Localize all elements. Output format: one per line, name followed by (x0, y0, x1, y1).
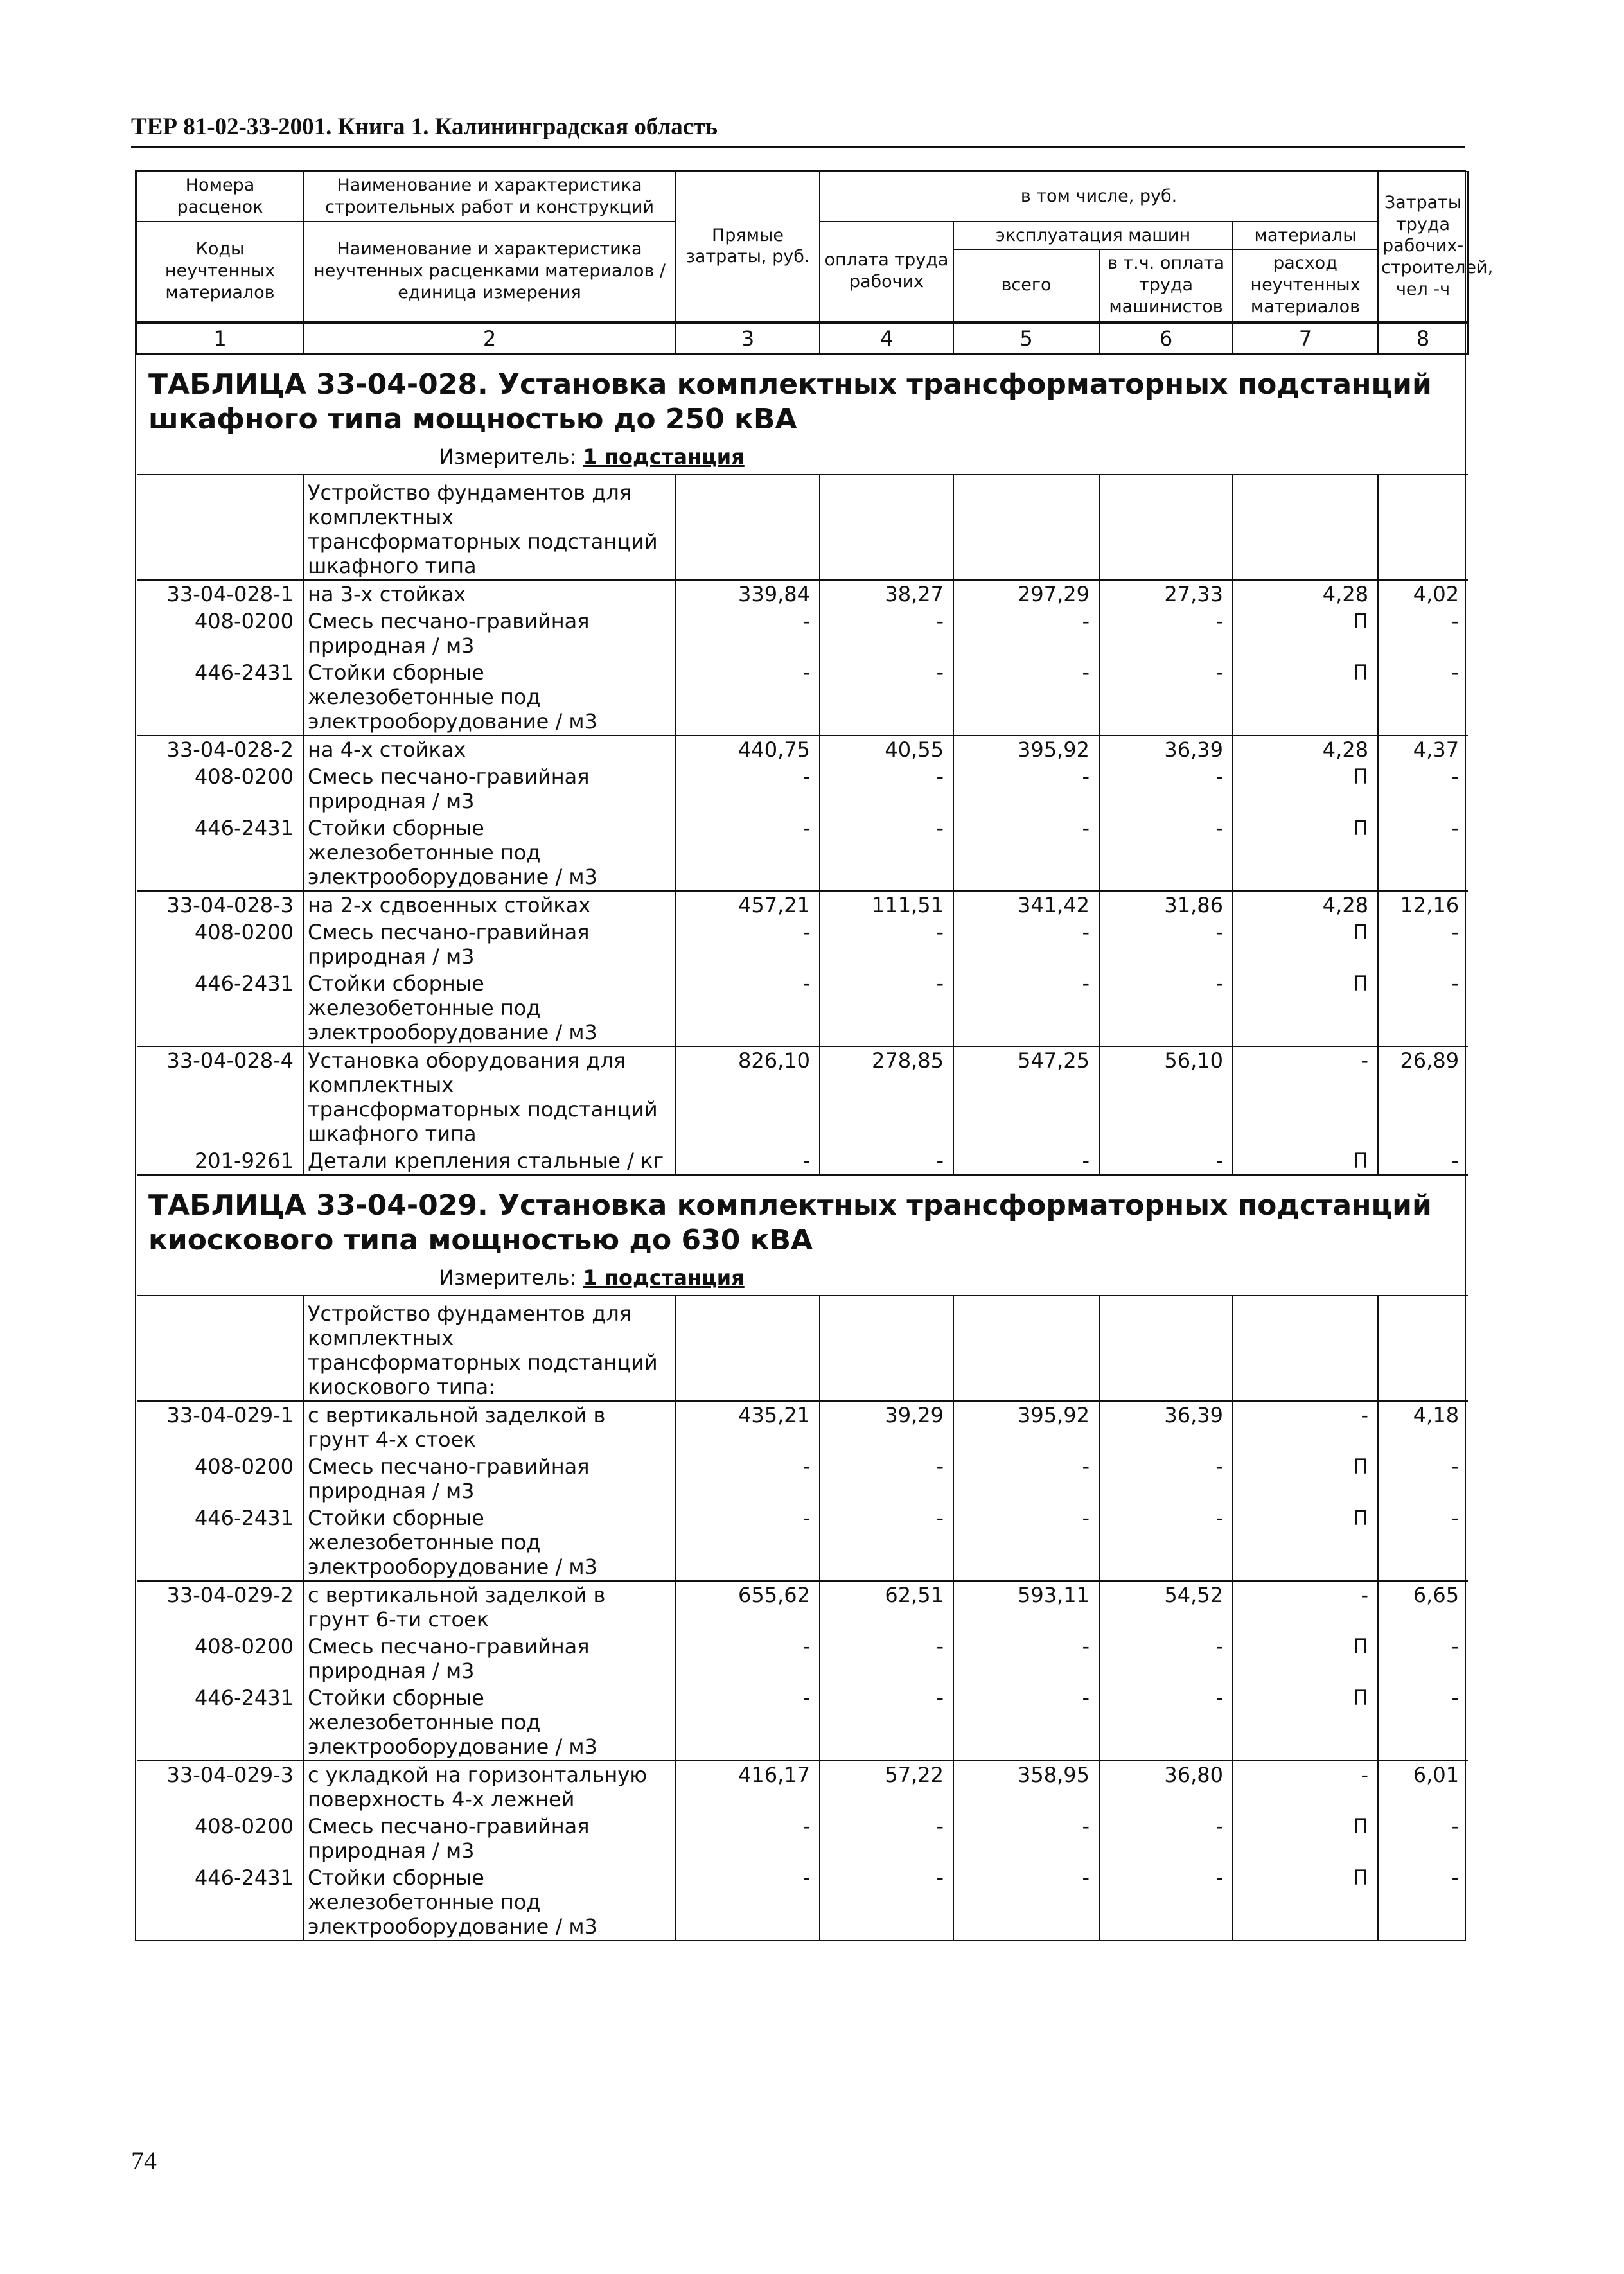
rate-name: с вертикальной заделкой в грунт 4-х стоек (303, 1401, 676, 1453)
material-consumption: П (1233, 659, 1378, 736)
machinist-pay: 31,86 (1099, 891, 1233, 919)
machines-total: 547,25 (953, 1046, 1099, 1147)
labor-costs: - (1451, 608, 1460, 633)
direct-costs: - (676, 1813, 820, 1864)
direct-costs: 826,10 (676, 1046, 820, 1147)
labor-costs: 26,89 (1378, 1046, 1468, 1147)
rate-row (137, 1046, 1468, 1147)
material-row (137, 1813, 1468, 1864)
worker-pay: - (820, 970, 953, 1046)
rate-code: 408-0200 (137, 1813, 303, 1864)
material-consumption: П (1233, 1504, 1378, 1581)
header-direct-costs: Прямые затраты, руб. (676, 172, 820, 322)
material-row (137, 970, 1468, 1046)
material-consumption: П (1233, 1813, 1378, 1864)
machinist-pay: - (1099, 1633, 1233, 1684)
worker-pay: - (820, 1684, 953, 1761)
direct-costs: - (676, 763, 820, 815)
machinist-pay: - (1099, 1813, 1233, 1864)
rate-name: Стойки сборные железобетонные под электрооборудование / м3 (303, 815, 676, 891)
machinist-pay: - (1099, 919, 1233, 970)
machinist-pay: - (1099, 1147, 1233, 1175)
column-number: 5 (953, 322, 1099, 354)
measure-label: Измеритель: (439, 1265, 577, 1290)
worker-pay: - (820, 815, 953, 891)
material-consumption: П (1233, 1453, 1378, 1504)
material-consumption: П (1233, 763, 1378, 815)
material-consumption: 4,28 (1233, 580, 1378, 608)
rate-name: Стойки сборные железобетонные под электрооборудование / м3 (303, 659, 676, 736)
rate-name: на 2-х сдвоенных стойках (303, 891, 676, 919)
labor-costs: - (1451, 1148, 1460, 1173)
direct-costs: 457,21 (676, 891, 820, 919)
direct-costs: 339,84 (676, 580, 820, 608)
machinist-pay: 36,39 (1099, 1401, 1233, 1453)
column-numbers-row (137, 322, 1468, 354)
worker-pay: - (820, 608, 953, 659)
machinist-pay: - (1099, 763, 1233, 815)
rate-code: 446-2431 (137, 1504, 303, 1581)
worker-pay: 62,51 (820, 1581, 953, 1633)
material-consumption: П (1233, 608, 1378, 659)
direct-costs: - (676, 919, 820, 970)
measure-row (137, 442, 1468, 475)
direct-costs: - (676, 1864, 820, 1940)
rate-code: 33-04-029-1 (137, 1401, 303, 1453)
machines-total: 297,29 (953, 580, 1099, 608)
machines-total: 395,92 (953, 736, 1099, 763)
material-consumption (1233, 1296, 1378, 1401)
rate-name: Стойки сборные железобетонные под электрооборудование / м3 (303, 1684, 676, 1761)
header-material-codes: Коды неучтенных материалов (137, 222, 303, 322)
rate-name: Установка оборудования для комплектных трансформаторных подстанций шкафного типа (303, 1046, 676, 1147)
labor-costs: - (1451, 1685, 1460, 1710)
material-row (137, 1504, 1468, 1581)
labor-costs: - (1451, 1634, 1460, 1659)
direct-costs: - (676, 815, 820, 891)
page-number: 74 (131, 2146, 157, 2175)
machines-total: - (953, 1633, 1099, 1684)
rate-code: 446-2431 (137, 970, 303, 1046)
rate-code (137, 475, 303, 580)
material-row (137, 1684, 1468, 1761)
direct-costs: - (676, 1633, 820, 1684)
section-intro-row (137, 475, 1468, 580)
labor-costs (1378, 1296, 1468, 1401)
material-row (137, 763, 1468, 815)
rate-code: 446-2431 (137, 1864, 303, 1940)
worker-pay: - (820, 1813, 953, 1864)
material-row (137, 815, 1468, 891)
rate-code: 446-2431 (137, 815, 303, 891)
section-intro: Устройство фундаментов для комплектных трансформаторных подстанций шкафного типа (303, 475, 676, 580)
section-title-row (137, 354, 1468, 442)
labor-costs: 6,65 (1378, 1581, 1468, 1633)
worker-pay: 40,55 (820, 736, 953, 763)
direct-costs: - (676, 1684, 820, 1761)
material-row (137, 1864, 1468, 1940)
rate-code: 33-04-029-3 (137, 1761, 303, 1813)
rate-row (137, 891, 1468, 919)
rate-code: 408-0200 (137, 608, 303, 659)
direct-costs: - (676, 659, 820, 736)
material-consumption: П (1233, 970, 1378, 1046)
rate-code: 33-04-028-4 (137, 1046, 303, 1147)
material-consumption: - (1233, 1581, 1378, 1633)
material-row (137, 608, 1468, 659)
machinist-pay: 54,52 (1099, 1581, 1233, 1633)
machines-total: - (953, 1147, 1099, 1175)
machinist-pay: - (1099, 608, 1233, 659)
material-consumption: П (1233, 1633, 1378, 1684)
worker-pay: - (820, 1504, 953, 1581)
rate-code: 408-0200 (137, 1633, 303, 1684)
section-title: ТАБЛИЦА 33-04-028. Установка комплектных трансформаторных подстанций шкафного типа мощностью до 250 кВА (137, 354, 1468, 442)
rate-code: 33-04-028-2 (137, 736, 303, 763)
machines-total: - (953, 1864, 1099, 1940)
material-consumption: - (1233, 1046, 1378, 1147)
material-consumption: П (1233, 1147, 1378, 1175)
worker-pay: 38,27 (820, 580, 953, 608)
header-materials: материалы (1233, 222, 1378, 250)
rate-code: 33-04-029-2 (137, 1581, 303, 1633)
machines-total: - (953, 970, 1099, 1046)
labor-costs: 12,16 (1378, 891, 1468, 919)
material-consumption: - (1233, 1401, 1378, 1453)
measure-value: 1 подстанция (583, 444, 745, 469)
section-title: ТАБЛИЦА 33-04-029. Установка комплектных трансформаторных подстанций киоскового типа мощностью до 630 кВА (137, 1175, 1468, 1263)
machines-total: - (953, 763, 1099, 815)
machines-total: - (953, 659, 1099, 736)
material-consumption: П (1233, 1864, 1378, 1940)
header-material-consumption: расход неучтенных материалов (1233, 249, 1378, 322)
rate-name: Детали крепления стальные / кг (303, 1147, 676, 1175)
labor-costs: - (1451, 764, 1460, 789)
worker-pay: - (820, 919, 953, 970)
labor-costs: - (1451, 1813, 1460, 1838)
labor-costs: - (1451, 1865, 1460, 1890)
direct-costs: - (676, 1504, 820, 1581)
rate-code: 201-9261 (137, 1147, 303, 1175)
table-header (137, 172, 1494, 354)
column-number: 4 (820, 322, 953, 354)
material-row (137, 1147, 1468, 1175)
labor-costs: - (1451, 1454, 1460, 1479)
column-number: 8 (1378, 322, 1468, 354)
section-intro-row (137, 1296, 1468, 1401)
header-rate-numbers: Номера расценок (137, 172, 303, 222)
column-number: 3 (676, 322, 820, 354)
rate-code: 446-2431 (137, 1684, 303, 1761)
machines-total: 358,95 (953, 1761, 1099, 1813)
labor-costs: 4,37 (1378, 736, 1468, 763)
rates-table (136, 171, 1494, 1940)
worker-pay (820, 1296, 953, 1401)
header-worker-pay: оплата труда рабочих (820, 222, 953, 322)
worker-pay (820, 475, 953, 580)
column-number: 2 (303, 322, 676, 354)
worker-pay: - (820, 1453, 953, 1504)
machinist-pay: 36,80 (1099, 1761, 1233, 1813)
header-machines: эксплуатация машин (953, 222, 1233, 250)
rate-row (137, 1401, 1468, 1453)
rate-name: с вертикальной заделкой в грунт 6-ти стоек (303, 1581, 676, 1633)
section-title-row (137, 1175, 1468, 1263)
labor-costs: 6,01 (1378, 1761, 1468, 1813)
header-including-group: в том числе, руб. (820, 172, 1378, 222)
machinist-pay: - (1099, 659, 1233, 736)
measure-cell (137, 442, 1468, 475)
machines-total: 593,11 (953, 1581, 1099, 1633)
rate-name: Смесь песчано-гравийная природная / м3 (303, 1633, 676, 1684)
machinist-pay: - (1099, 1504, 1233, 1581)
labor-costs: - (1451, 919, 1460, 944)
worker-pay: 278,85 (820, 1046, 953, 1147)
machines-total: - (953, 1813, 1099, 1864)
worker-pay: - (820, 1633, 953, 1684)
rate-code: 408-0200 (137, 919, 303, 970)
rate-name: Стойки сборные железобетонные под электрооборудование / м3 (303, 1864, 676, 1940)
material-row (137, 659, 1468, 736)
labor-costs: - (1451, 660, 1460, 685)
measure-cell (137, 1263, 1468, 1296)
machinist-pay: - (1099, 1453, 1233, 1504)
material-consumption: П (1233, 815, 1378, 891)
direct-costs (676, 1296, 820, 1401)
material-consumption: - (1233, 1761, 1378, 1813)
header-work-name: Наименование и характеристика строительных работ и конструкций (303, 172, 676, 222)
rate-code: 33-04-028-3 (137, 891, 303, 919)
rate-row (137, 1581, 1468, 1633)
labor-costs: - (1451, 815, 1460, 840)
rate-row (137, 736, 1468, 763)
worker-pay: 57,22 (820, 1761, 953, 1813)
direct-costs: - (676, 1453, 820, 1504)
machinist-pay: 56,10 (1099, 1046, 1233, 1147)
section-intro: Устройство фундаментов для комплектных трансформаторных подстанций киоскового типа: (303, 1296, 676, 1401)
column-number: 6 (1099, 322, 1233, 354)
rate-name: Смесь песчано-гравийная природная / м3 (303, 608, 676, 659)
direct-costs: - (676, 970, 820, 1046)
material-consumption: 4,28 (1233, 736, 1378, 763)
worker-pay: - (820, 763, 953, 815)
column-number: 7 (1233, 322, 1378, 354)
machinist-pay: - (1099, 1684, 1233, 1761)
machines-total (953, 1296, 1099, 1401)
labor-costs: - (1451, 971, 1460, 996)
machines-total: 395,92 (953, 1401, 1099, 1453)
rate-row (137, 580, 1468, 608)
rate-code: 408-0200 (137, 763, 303, 815)
worker-pay: 39,29 (820, 1401, 953, 1453)
rate-name: Смесь песчано-гравийная природная / м3 (303, 763, 676, 815)
machinist-pay: 36,39 (1099, 736, 1233, 763)
measure-row (137, 1263, 1468, 1296)
material-row (137, 919, 1468, 970)
labor-costs (1378, 475, 1468, 580)
rate-code (137, 1296, 303, 1401)
machines-total: 341,42 (953, 891, 1099, 919)
direct-costs: - (676, 608, 820, 659)
rates-table-container (135, 170, 1494, 1941)
measure-value: 1 подстанция (583, 1265, 745, 1290)
measure-label: Измеритель: (439, 444, 577, 469)
direct-costs: 435,21 (676, 1401, 820, 1453)
machinist-pay (1099, 1296, 1233, 1401)
table-body (137, 354, 1468, 1940)
machinist-pay: - (1099, 1864, 1233, 1940)
rate-code: 33-04-028-1 (137, 580, 303, 608)
page-header: ТЕР 81-02-33-2001. Книга 1. Калининградская область (131, 113, 1465, 148)
worker-pay: 111,51 (820, 891, 953, 919)
labor-costs: - (1451, 1505, 1460, 1530)
rate-name: с укладкой на горизонтальную поверхность 4-х лежней (303, 1761, 676, 1813)
machines-total: - (953, 608, 1099, 659)
material-row (137, 1453, 1468, 1504)
machines-total: - (953, 1684, 1099, 1761)
rate-name: Стойки сборные железобетонные под электрооборудование / м3 (303, 1504, 676, 1581)
header-labor-costs: Затраты труда рабочих-строителей, чел -ч (1378, 172, 1468, 322)
direct-costs: 440,75 (676, 736, 820, 763)
direct-costs (676, 475, 820, 580)
machines-total: - (953, 919, 1099, 970)
direct-costs: 416,17 (676, 1761, 820, 1813)
machines-total: - (953, 1504, 1099, 1581)
rate-code: 446-2431 (137, 659, 303, 736)
material-consumption: П (1233, 1684, 1378, 1761)
machines-total (953, 475, 1099, 580)
material-consumption: П (1233, 919, 1378, 970)
machinist-pay: 27,33 (1099, 580, 1233, 608)
header-material-name: Наименование и характеристика неучтенных расценками материалов / единица измерения (303, 222, 676, 322)
rate-name: Смесь песчано-гравийная природная / м3 (303, 1813, 676, 1864)
labor-costs: 4,02 (1378, 580, 1468, 608)
machinist-pay: - (1099, 970, 1233, 1046)
material-consumption (1233, 475, 1378, 580)
direct-costs: - (676, 1147, 820, 1175)
machines-total: - (953, 815, 1099, 891)
rate-code: 408-0200 (137, 1453, 303, 1504)
machinist-pay: - (1099, 815, 1233, 891)
worker-pay: - (820, 1147, 953, 1175)
worker-pay: - (820, 659, 953, 736)
material-consumption: 4,28 (1233, 891, 1378, 919)
rate-name: Стойки сборные железобетонные под электрооборудование / м3 (303, 970, 676, 1046)
labor-costs: 4,18 (1378, 1401, 1468, 1453)
machinist-pay (1099, 475, 1233, 580)
rate-name: Смесь песчано-гравийная природная / м3 (303, 919, 676, 970)
header-machinist-pay: в т.ч. оплата труда машинистов (1099, 249, 1233, 322)
rate-row (137, 1761, 1468, 1813)
machines-total: - (953, 1453, 1099, 1504)
direct-costs: 655,62 (676, 1581, 820, 1633)
header-machines-total: всего (953, 249, 1099, 322)
rate-name: на 3-х стойках (303, 580, 676, 608)
rate-name: на 4-х стойках (303, 736, 676, 763)
material-row (137, 1633, 1468, 1684)
worker-pay: - (820, 1864, 953, 1940)
rate-name: Смесь песчано-гравийная природная / м3 (303, 1453, 676, 1504)
column-number: 1 (137, 322, 303, 354)
